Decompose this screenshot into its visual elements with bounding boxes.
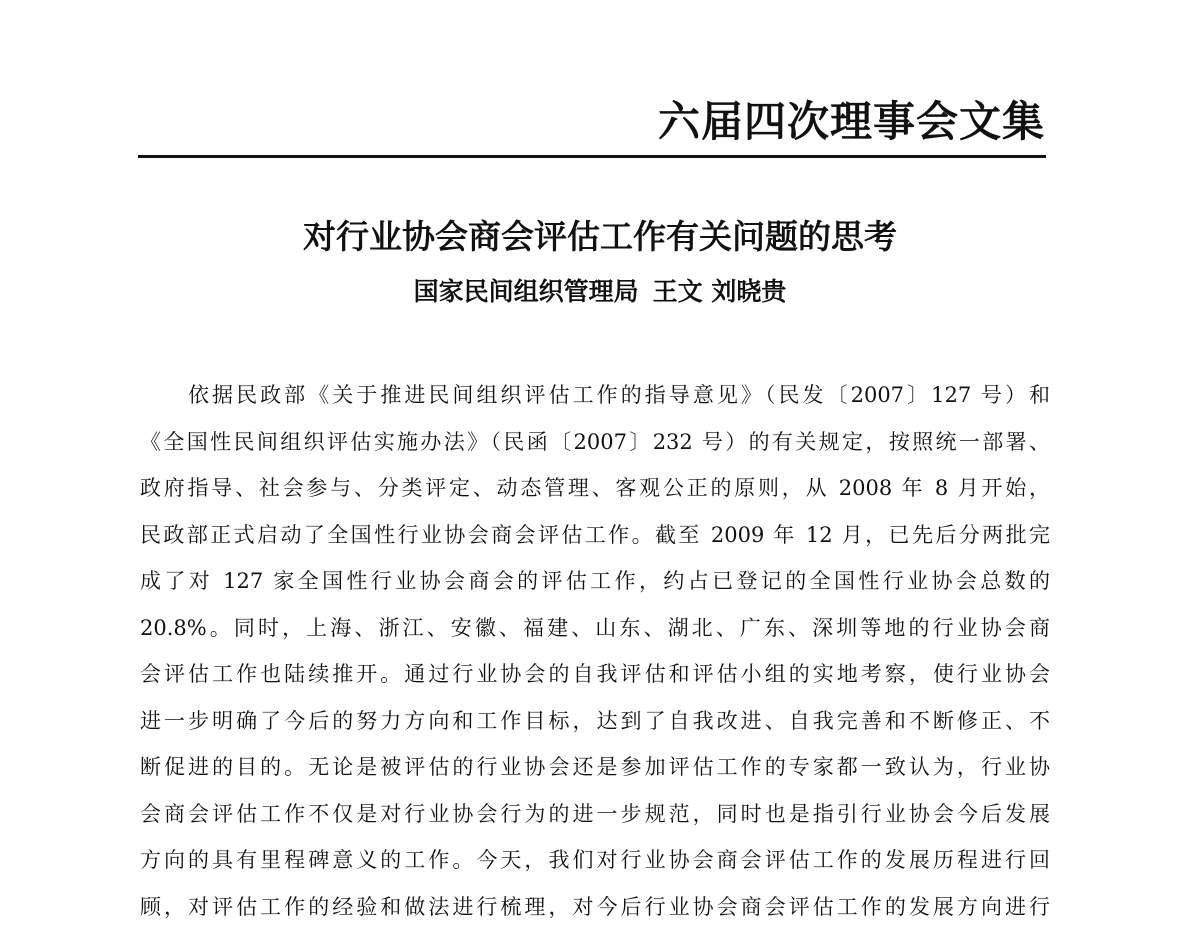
body-line: 依据民政部《关于推进民间组织评估工作的指导意见》（民发〔2007〕127 号）和: [188, 383, 1050, 407]
body-line: 顾，对评估工作的经验和做法进行梳理，对今后行业协会商会评估工作的发展方向进行: [140, 894, 1050, 919]
header-divider: [138, 155, 1046, 158]
body-line: 20.8%。同时，上海、浙江、安徽、福建、山东、湖北、广东、深圳等地的行业协会商: [140, 615, 1050, 640]
body-line: 成了对 127 家全国性行业协会商会的评估工作，约占已登记的全国性行业协会总数的: [140, 569, 1050, 593]
body-line: 会商会评估工作不仅是对行业协会行为的进一步规范，同时也是指引行业协会今后发展: [140, 801, 1050, 826]
body-line: 民政部正式启动了全国性行业协会商会评估工作。截至 2009 年 12 月，已先后分两批完: [140, 522, 1050, 547]
body-line: 《全国性民间组织评估实施办法》（民函〔2007〕232 号）的有关规定，按照统一部署、: [140, 429, 1050, 454]
body-line: 政府指导、社会参与、分类评定、动态管理、客观公正的原则，从 2008 年 8 月开始，: [140, 476, 1050, 500]
author-names: 王文 刘晓贵: [652, 277, 787, 306]
author-organization: 国家民间组织管理局: [413, 277, 639, 306]
body-line: 会评估工作也陆续推开。通过行业协会的自我评估和评估小组的实地考察，使行业协会: [140, 662, 1050, 686]
article-title: 对行业协会商会评估工作有关问题的思考: [303, 217, 897, 256]
body-line: 进一步明确了今后的努力方向和工作目标，达到了自我改进、自我完善和不断修正、不: [140, 708, 1050, 733]
body-line: 断促进的目的。无论是被评估的行业协会还是参加评估工作的专家都一致认为，行业协: [140, 755, 1050, 779]
byline: [0, 270, 1200, 314]
body-line: 方向的具有里程碑意义的工作。今天，我们对行业协会商会评估工作的发展历程进行回: [140, 848, 1050, 872]
collection-title: 六届四次理事会文集: [657, 97, 1045, 146]
article-body: [140, 372, 1050, 930]
